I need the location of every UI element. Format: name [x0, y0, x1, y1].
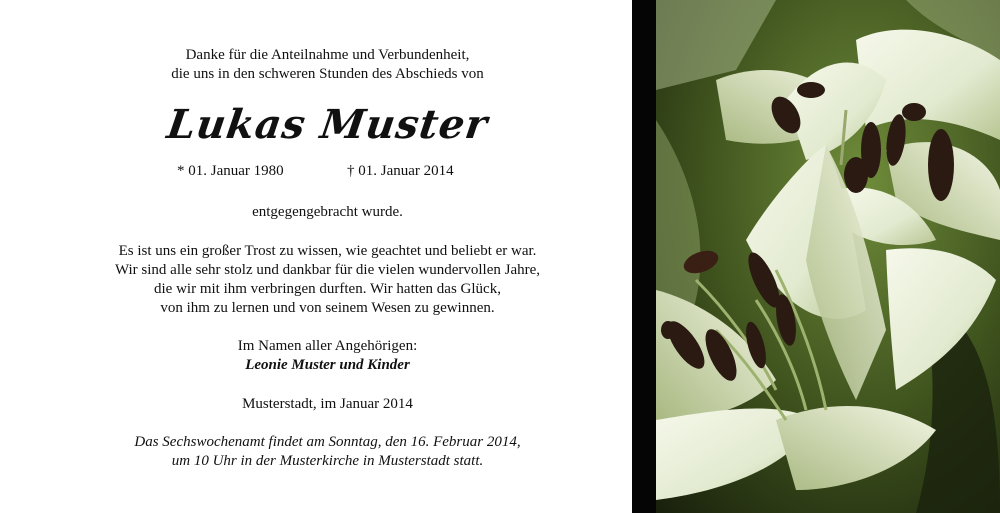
received-text: entgegengebracht wurde. [252, 204, 403, 220]
signature-block [0, 337, 655, 375]
comfort-line-3: die wir mit ihm verbringen durften. Wir hatten das Glück, [154, 281, 501, 297]
service-line-1: Das Sechswochenamt findet am Sonntag, den 16. Februar 2014, [134, 434, 521, 450]
intro-line-2: die uns in den schweren Stunden des Abschieds von [171, 66, 484, 82]
service-notice [0, 433, 655, 471]
place-date: Musterstadt, im Januar 2014 [242, 396, 413, 412]
on-behalf-label: Im Namen aller Angehörigen: [237, 338, 418, 354]
intro-text [0, 46, 655, 84]
black-band [632, 0, 656, 513]
comfort-line-1: Es ist uns ein großer Trost zu wissen, wie geachtet und beliebt er war. [118, 243, 537, 259]
intro-line-1: Danke für die Anteilnahme und Verbundenheit, [185, 47, 470, 63]
deceased-name: Lukas Muster [164, 101, 491, 148]
lily-photo [656, 0, 1000, 513]
comfort-line-2: Wir sind alle sehr stolz und dankbar für die vielen wundervollen Jahre, [114, 262, 541, 278]
comfort-line-4: von ihm zu lernen und von seinem Wesen zu gewinnen. [160, 300, 495, 316]
death-date: † 01. Januar 2014 [347, 163, 454, 179]
birth-date: * 01. Januar 1980 [177, 163, 284, 179]
lily-illustration [656, 0, 1000, 513]
family-name: Leonie Muster und Kinder [245, 357, 410, 373]
comfort-paragraph [0, 242, 655, 318]
service-line-2: um 10 Uhr in der Musterkirche in Musterstadt statt. [171, 453, 484, 469]
